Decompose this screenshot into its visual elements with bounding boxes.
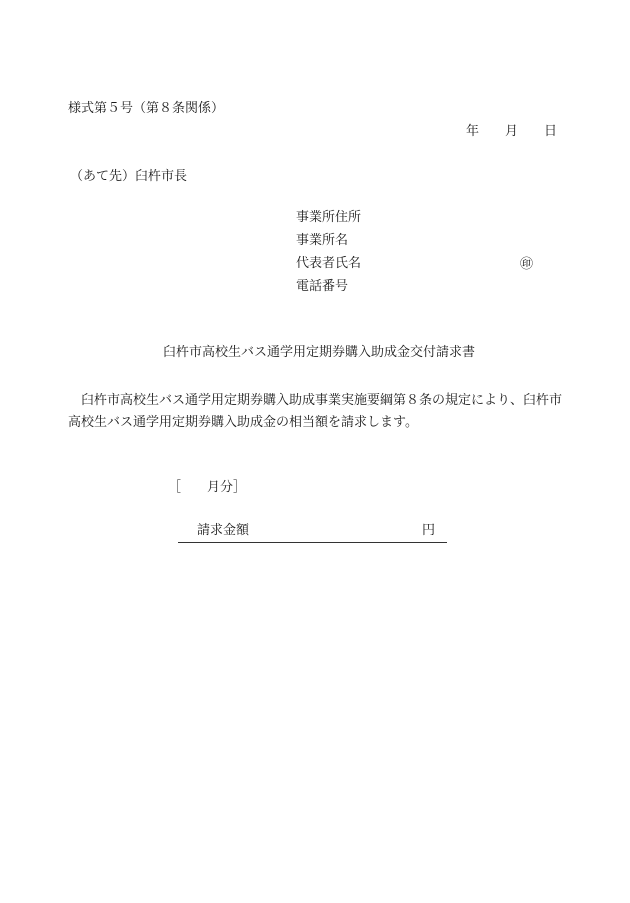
addressee: （あて先）臼杵市長 — [70, 169, 188, 184]
business-name-label: 事業所名 — [296, 233, 349, 248]
representative-name-label: 代表者氏名 — [296, 256, 362, 271]
document-title: 臼杵市高校生バス通学用定期券購入助成金交付請求書 — [163, 345, 476, 360]
date-line — [466, 124, 557, 140]
amount-line — [178, 522, 447, 543]
open-bracket: ［ — [168, 480, 182, 495]
body-text: 臼杵市高校生バス通学用定期券購入助成事業実施要綱第８条の規定により、臼杵市高校生バス通学用定期券購入助成金の相当額を請求します。 — [68, 393, 563, 430]
amount-label: 請求金額 — [197, 523, 250, 538]
date-day-label: 日 — [544, 124, 558, 139]
form-number: 様式第５号（第８条関係） — [68, 101, 225, 116]
date-year-label: 年 — [466, 124, 480, 139]
phone-number-label: 電話番号 — [296, 279, 349, 294]
amount-unit: 円 — [422, 523, 436, 538]
seal-mark: ㊞ — [520, 257, 534, 272]
date-month-label: 月 — [505, 124, 519, 139]
month-label: 月分］ — [207, 480, 247, 495]
billing-month — [168, 480, 246, 496]
applicant-block — [296, 210, 361, 302]
business-address-label: 事業所住所 — [296, 210, 362, 225]
